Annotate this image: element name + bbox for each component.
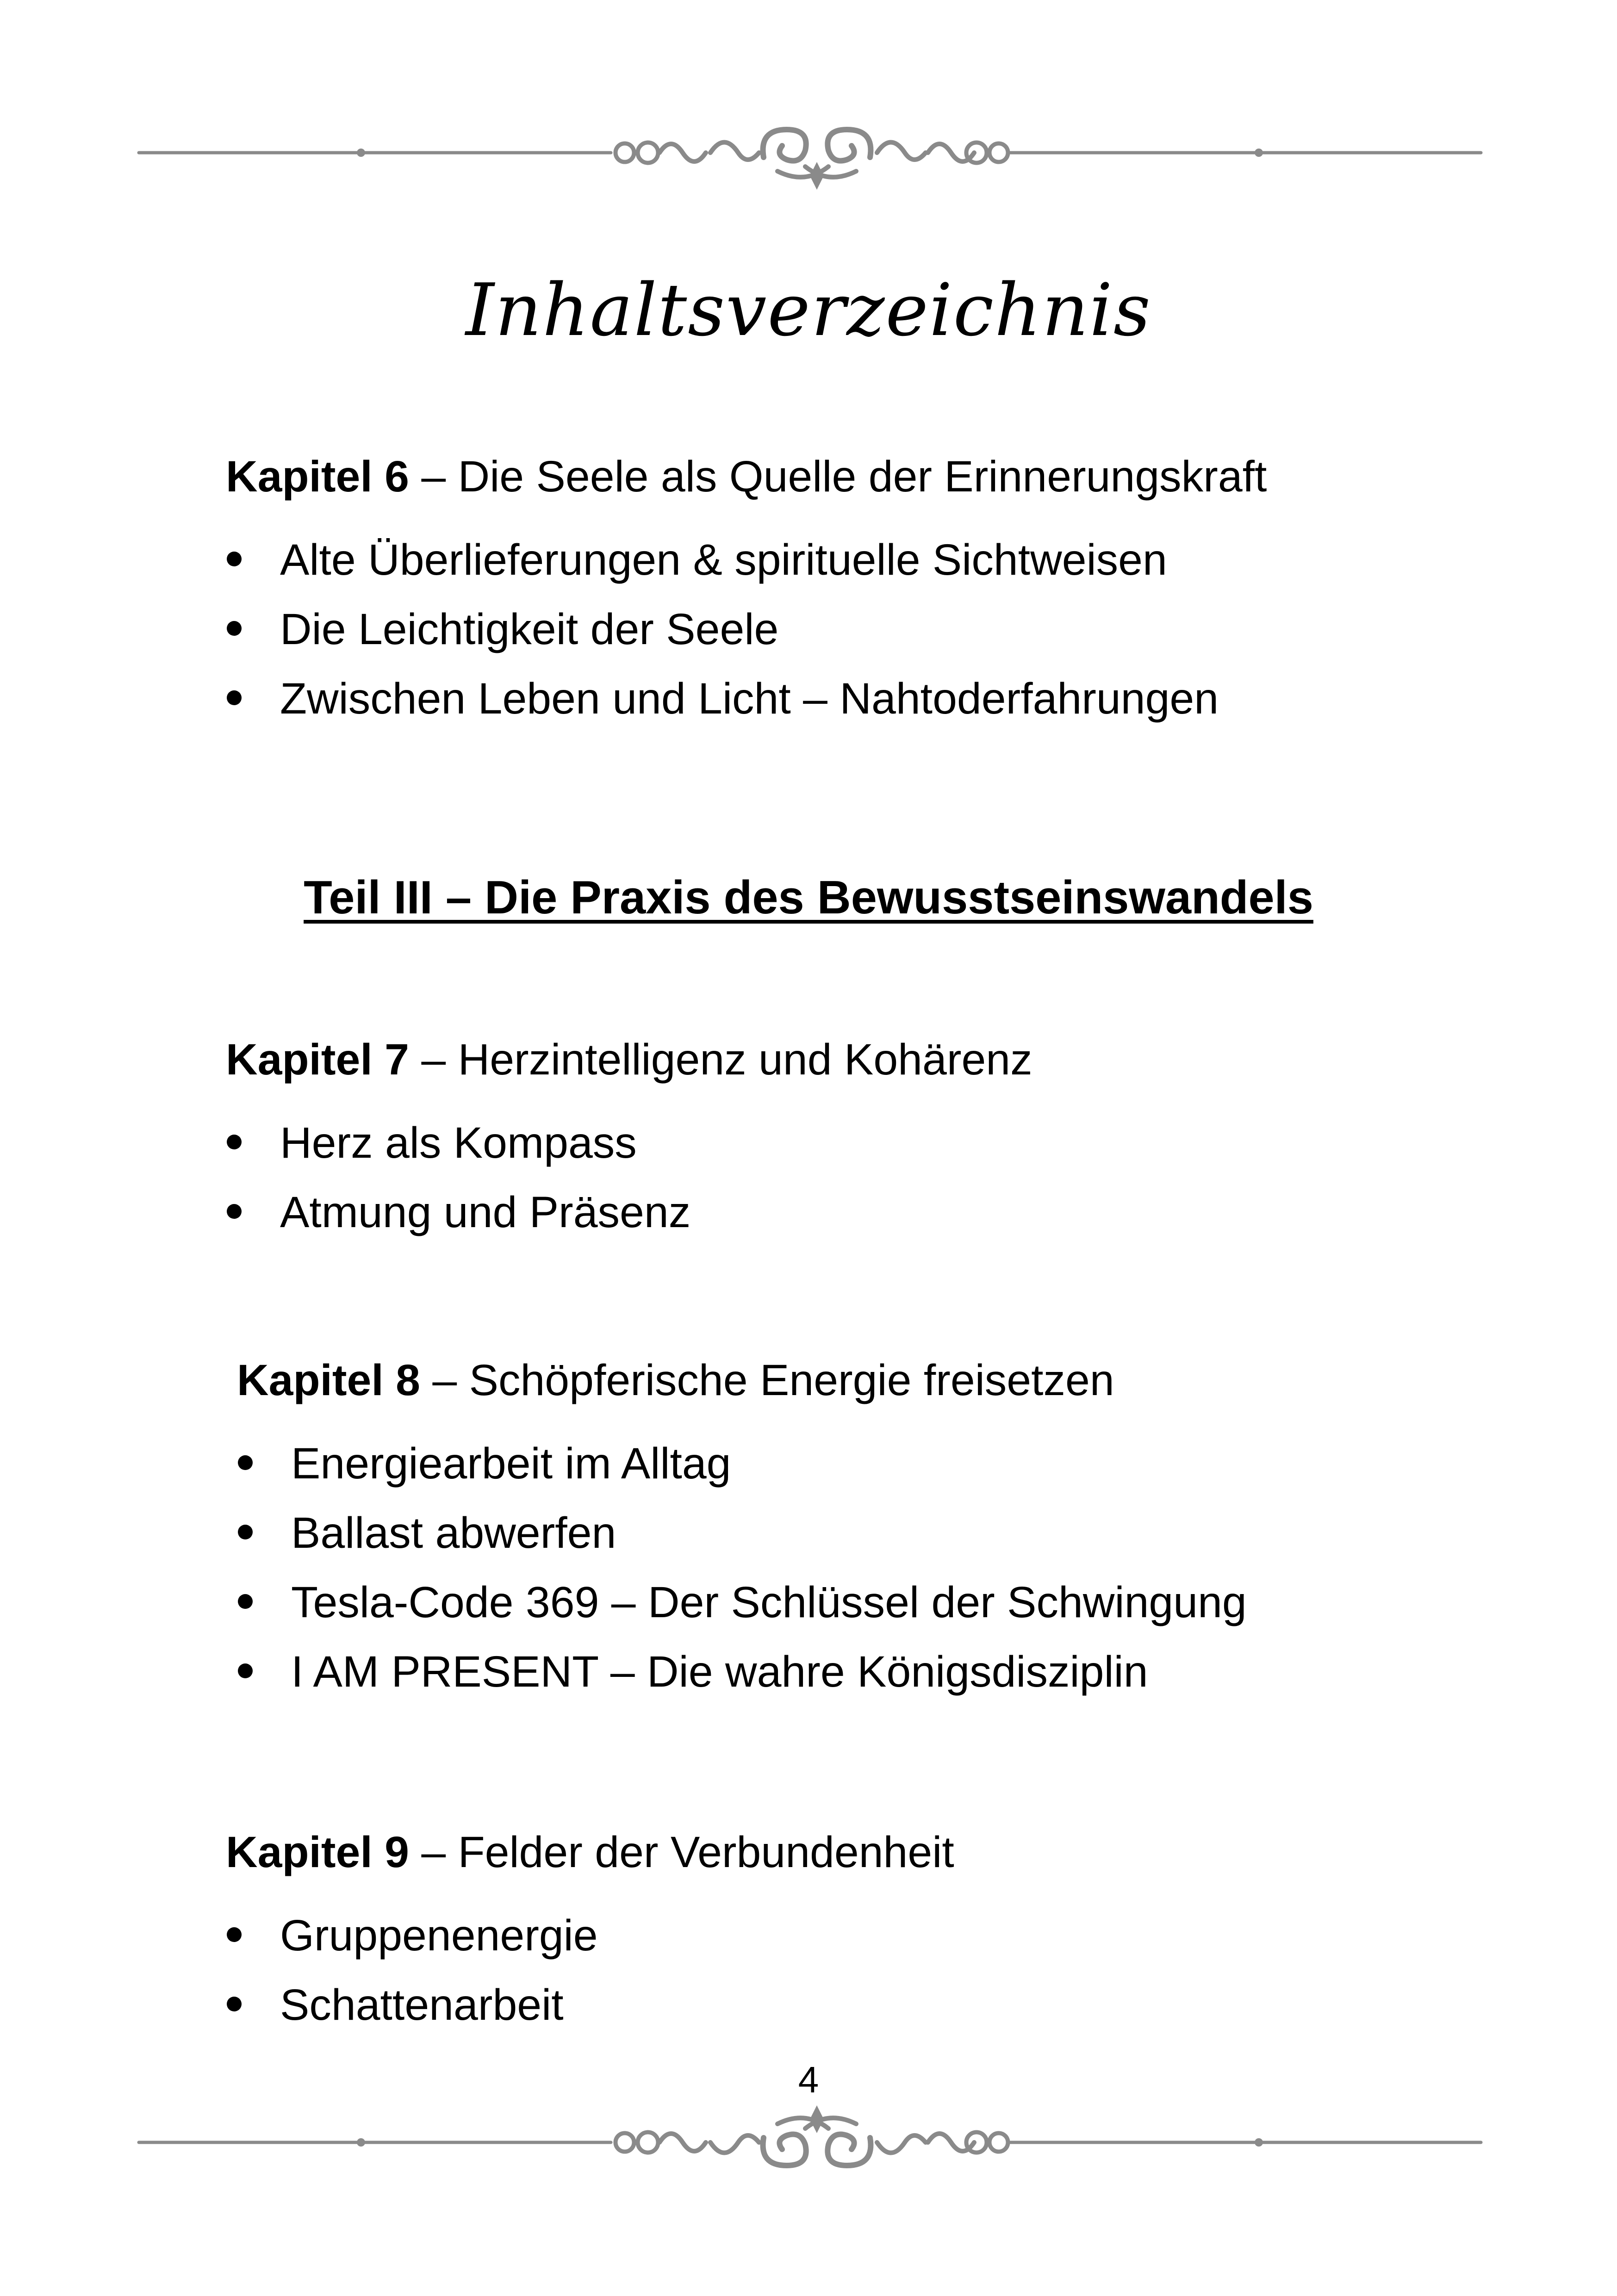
chapter-7 — [226, 1030, 1522, 1247]
chapter-6-title: – Die Seele als Quelle der Erinnerungskraft — [409, 452, 1267, 501]
bullet-icon — [227, 552, 242, 566]
bullet-icon — [238, 1455, 253, 1470]
chapter-8-item-text: Ballast abwerfen — [291, 1508, 616, 1558]
chapter-6-items — [226, 525, 1522, 733]
chapter-9-items — [226, 1901, 1522, 2040]
chapter-7-heading — [226, 1030, 1522, 1090]
chapter-9-item — [226, 1901, 1522, 1970]
chapter-8-heading — [237, 1350, 1533, 1410]
chapter-7-item — [226, 1178, 1522, 1247]
chapter-8-number: Kapitel 8 — [237, 1356, 420, 1405]
chapter-6-item — [226, 595, 1522, 664]
bullet-icon — [227, 1135, 242, 1149]
chapter-8 — [237, 1350, 1533, 1706]
chapter-9-title: – Felder der Verbundenheit — [409, 1828, 954, 1877]
chapter-9-item — [226, 1970, 1522, 2040]
chapter-8-item-text: Energiearbeit im Alltag — [291, 1439, 731, 1488]
chapter-6-item — [226, 664, 1522, 733]
chapter-6-number: Kapitel 6 — [226, 452, 409, 501]
chapter-6-item-text: Zwischen Leben und Licht – Nahtoderfahrungen — [280, 674, 1219, 723]
chapter-8-item — [237, 1637, 1533, 1706]
bottom-ornament-divider — [134, 2096, 1486, 2198]
part-heading: Teil III – Die Praxis des Bewusstseinswandels — [304, 872, 1313, 924]
chapter-7-title: – Herzintelligenz und Kohärenz — [409, 1035, 1032, 1084]
bullet-icon — [238, 1663, 253, 1678]
chapter-9-item-text: Gruppenenergie — [280, 1911, 598, 1960]
page-number: 4 — [798, 2059, 819, 2100]
page-title: Inhaltsverzeichnis — [466, 268, 1151, 352]
bullet-icon — [227, 1204, 242, 1219]
chapter-7-number: Kapitel 7 — [226, 1035, 409, 1084]
chapter-8-title: – Schöpferische Energie freisetzen — [420, 1356, 1114, 1405]
chapter-7-item — [226, 1108, 1522, 1178]
chapter-8-item-text: Tesla-Code 369 – Der Schlüssel der Schwingung — [291, 1578, 1247, 1627]
bullet-icon — [238, 1525, 253, 1539]
chapter-6 — [226, 447, 1522, 733]
bullet-icon — [227, 690, 242, 705]
chapter-8-item — [237, 1498, 1533, 1568]
chapter-8-items — [237, 1429, 1533, 1706]
chapter-6-item — [226, 525, 1522, 595]
chapter-8-item — [237, 1568, 1533, 1637]
chapter-7-items — [226, 1108, 1522, 1247]
chapter-9-item-text: Schattenarbeit — [280, 1980, 564, 2029]
bullet-icon — [227, 1927, 242, 1942]
chapter-7-item-text: Herz als Kompass — [280, 1118, 637, 1167]
chapter-6-heading — [226, 447, 1522, 507]
bullet-icon — [238, 1594, 253, 1609]
chapter-9-number: Kapitel 9 — [226, 1828, 409, 1877]
top-ornament-divider — [134, 106, 1486, 208]
bullet-icon — [227, 621, 242, 636]
chapter-8-item — [237, 1429, 1533, 1498]
bullet-icon — [227, 1997, 242, 2011]
chapter-7-item-text: Atmung und Präsenz — [280, 1188, 691, 1237]
chapter-6-item-text: Alte Überlieferungen & spirituelle Sichtweisen — [280, 535, 1167, 584]
chapter-9-heading — [226, 1822, 1522, 1882]
chapter-6-item-text: Die Leichtigkeit der Seele — [280, 605, 779, 654]
chapter-9 — [226, 1822, 1522, 2040]
chapter-8-item-text: I AM PRESENT – Die wahre Königsdisziplin — [291, 1647, 1148, 1696]
